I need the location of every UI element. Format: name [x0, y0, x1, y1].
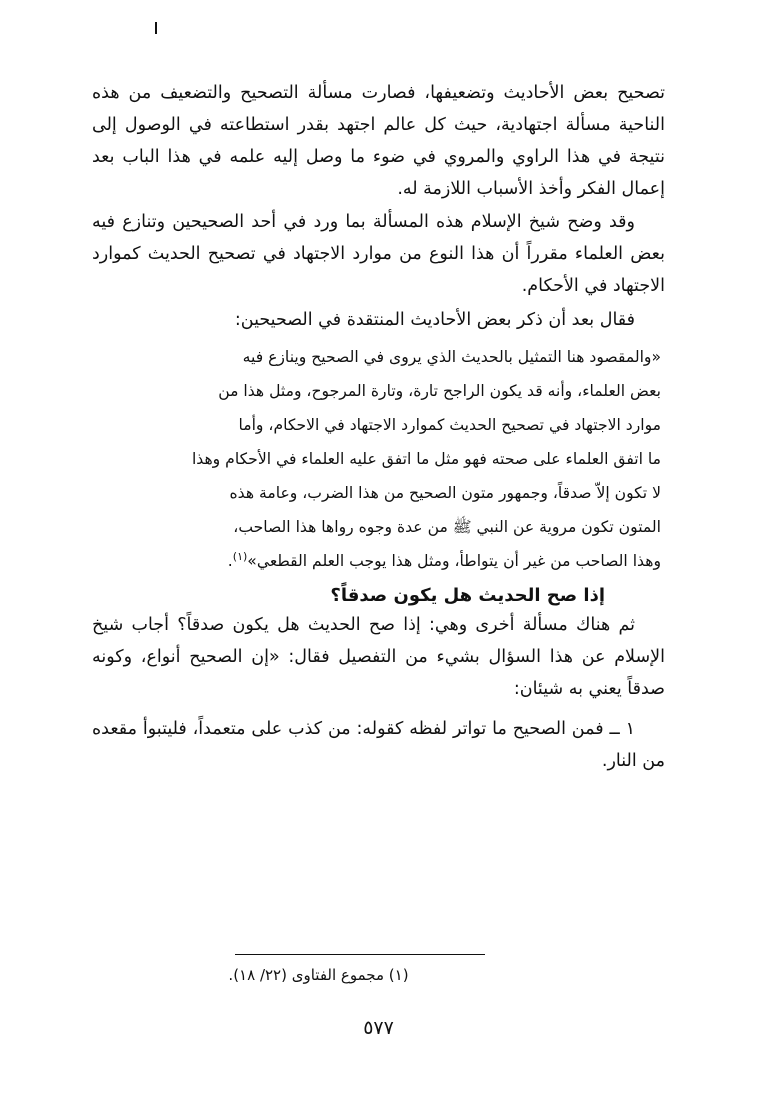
- section-subheading: إذا صح الحديث هل يكون صدقاً؟: [330, 585, 605, 607]
- quote-line-7: [92, 547, 665, 575]
- body-paragraph-3: فقال بعد أن ذكر بعض الأحاديث المنتقدة في الصحيحين:: [234, 309, 635, 330]
- quote-line-2: بعض العلماء، وأنه قد يكون الراجح تارة، وتارة المرجوح، ومثل هذا من: [218, 381, 661, 400]
- quote-line-4: ما اتفق العلماء على صحته فهو مثل ما اتفق عليه العلماء في الأحكام وهذا: [191, 449, 661, 468]
- footnote-reference-marker: (١): [232, 550, 248, 564]
- body-paragraph-2: وقد وضح شيخ الإسلام هذه المسألة بما ورد في أحد الصحيحين وتنازع فيه بعض العلماء مقرراً أن هذا النوع من موارد الاجتهاد في تصحيح الحديث كموارد الاجتهاد في الأحكام.: [92, 212, 665, 297]
- quote-line-1: «والمقصود هنا التمثيل بالحديث الذي يروى في الصحيح وينازع فيه: [242, 347, 661, 366]
- page-number: ٥٧٧: [363, 1017, 394, 1039]
- numbered-item-1: ١ ــ فمن الصحيح ما تواتر لفظه كقوله: من كذب على متعمداً، فليتبوأ مقعده من النار.: [92, 718, 665, 771]
- quote-line-7-text: وهذا الصاحب من غير أن يتواطأ، ومثل هذا يوجب العلم القطعي»: [247, 552, 661, 571]
- quote-line-6: المتون تكون مروية عن النبي ﷺ من عدة وجوه رواها هذا الصاحب،: [233, 518, 661, 537]
- footnote-text: (١) مجموع الفتاوى (٢٢/ ١٨).: [228, 966, 409, 984]
- footnote-divider: [235, 954, 485, 955]
- body-paragraph-1: تصحيح بعض الأحاديث وتضعيفها، فصارت مسألة التصحيح والتضعيف من هذه الناحية مسألة اجتهادية، حيث كل عالم اجتهد بقدر استطاعته في الوصول إلى نتيجة في هذا الراوي والمروي في ضوء ما وصل إليه علمه في هذا الباب بعد إعمال الفكر وأخذ الأسباب اللازمة له.: [92, 83, 665, 199]
- footnote-area: [92, 954, 665, 987]
- quote-block: [92, 343, 665, 576]
- quote-line-5: لا تكون إلاّ صدقاً، وجمهور متون الصحيح من هذا الضرب، وعامة هذه: [229, 484, 661, 502]
- body-paragraph-4: ثم هناك مسألة أخرى وهي: إذا صح الحديث هل يكون صدقاً؟ أجاب شيخ الإسلام عن هذا السؤال بشيء من التفصيل فقال: «إن الصحيح أنواع، وكونه صدقاً يعني به شيئان:: [92, 615, 665, 700]
- page-margin-tick: [155, 22, 157, 34]
- quote-line-7-trailing: .: [227, 552, 233, 571]
- quote-line-3: موارد الاجتهاد في تصحيح الحديث كموارد الاجتهاد في الاحكام، وأما: [238, 415, 661, 434]
